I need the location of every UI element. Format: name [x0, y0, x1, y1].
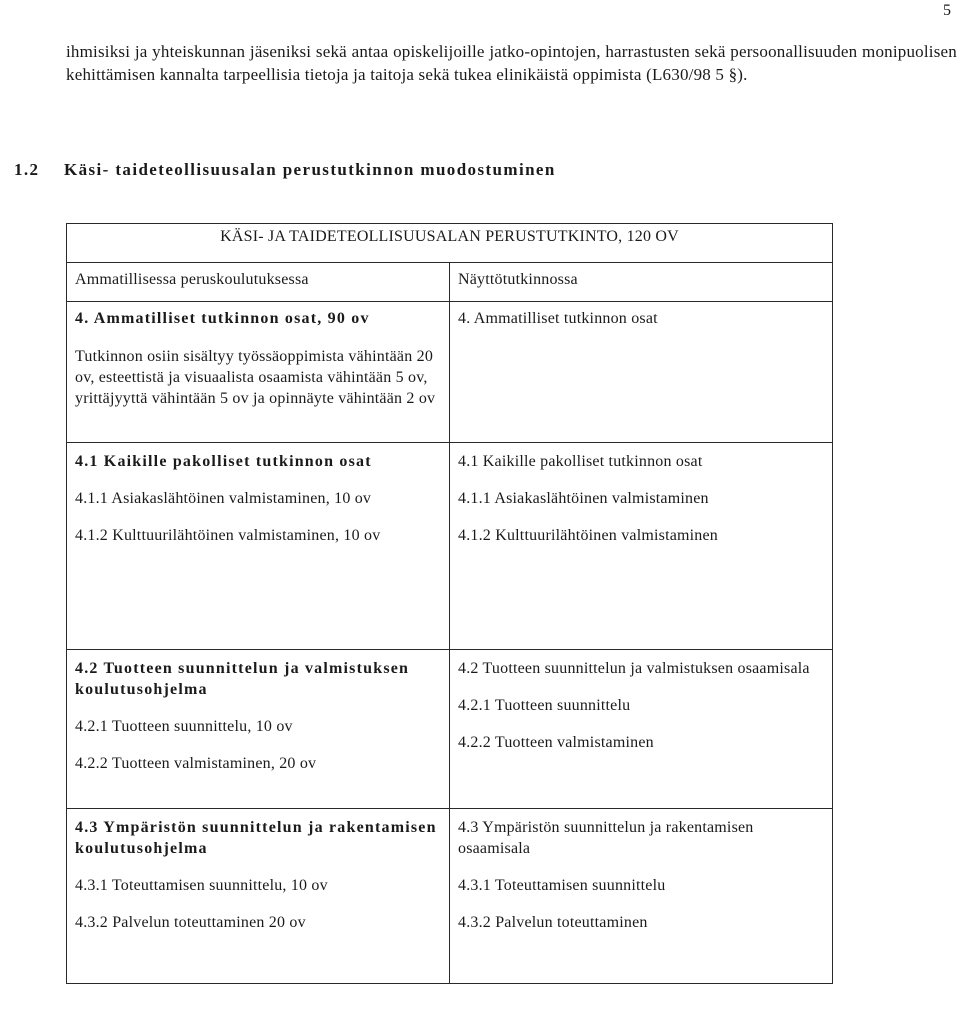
row-text: 4.3.1 Toteuttamisen suunnittelu — [458, 877, 666, 894]
row-title: 4. Ammatilliset tutkinnon osat — [458, 310, 658, 327]
table-caption-row — [67, 224, 833, 263]
row-title: 4.3 Ympäristön suunnittelun ja rakentamisen osaamisala — [458, 819, 754, 857]
table-caption-cell — [67, 224, 833, 263]
right-header: Näyttötutkinnossa — [458, 271, 578, 288]
row-title: 4.1 Kaikille pakolliset tutkinnon osat — [75, 453, 372, 470]
section-number: 1.2 — [14, 160, 40, 179]
table-row — [67, 302, 833, 443]
degree-structure-table — [66, 223, 833, 984]
section-heading — [14, 160, 556, 180]
right-cell — [450, 302, 833, 443]
row-title: 4.1 Kaikille pakolliset tutkinnon osat — [458, 453, 703, 470]
row-title: 4.2 Tuotteen suunnittelun ja valmistuksen osaamisala — [458, 660, 810, 677]
row-text: Tutkinnon osiin sisältyy työssäoppimista vähintään 20 ov, esteettistä ja visuaalista osaamista vähintään 5 ov, yrittäjyyttä vähintään 5 ov ja opinnäyte vähintään 2 ov — [75, 348, 436, 407]
table-header-row — [67, 263, 833, 302]
row-text: 4.1.1 Asiakaslähtöinen valmistaminen — [458, 490, 709, 507]
row-text: 4.3.1 Toteuttamisen suunnittelu, 10 ov — [75, 877, 328, 894]
row-text: 4.2.1 Tuotteen suunnittelu — [458, 697, 631, 714]
right-header-cell — [450, 263, 833, 302]
row-title: 4. Ammatilliset tutkinnon osat, 90 ov — [75, 310, 370, 327]
left-header-cell — [67, 263, 450, 302]
row-text: 4.1.2 Kulttuurilähtöinen valmistaminen — [458, 527, 719, 544]
table-caption: KÄSI- JA TAIDETEOLLISUUSALAN PERUSTUTKINTO, 120 OV — [220, 228, 679, 245]
row-text: 4.1.2 Kulttuurilähtöinen valmistaminen, 10 ov — [75, 527, 381, 544]
row-text: 4.2.2 Tuotteen valmistaminen, 20 ov — [75, 755, 317, 772]
section-title: Käsi- taideteollisuusalan perustutkinnon muodostuminen — [64, 160, 556, 179]
row-title: 4.2 Tuotteen suunnittelun ja valmistuksen koulutusohjelma — [75, 660, 410, 698]
right-cell — [450, 650, 833, 809]
row-text: 4.3.2 Palvelun toteuttaminen — [458, 914, 648, 931]
table-row — [67, 443, 833, 650]
right-cell — [450, 443, 833, 650]
left-cell — [67, 650, 450, 809]
page-number: 5 — [943, 2, 951, 19]
left-cell — [67, 443, 450, 650]
row-text: 4.2.1 Tuotteen suunnittelu, 10 ov — [75, 718, 293, 735]
row-text: 4.1.1 Asiakaslähtöinen valmistaminen, 10 ov — [75, 490, 372, 507]
row-title: 4.3 Ympäristön suunnittelun ja rakentamisen koulutusohjelma — [75, 819, 437, 857]
row-text: 4.3.2 Palvelun toteuttaminen 20 ov — [75, 914, 306, 931]
left-cell — [67, 809, 450, 984]
left-header: Ammatillisessa peruskoulutuksessa — [75, 271, 309, 288]
intro-paragraph: ihmisiksi ja yhteiskunnan jäseniksi sekä antaa opiskelijoille jatko-opintojen, harrastusten sekä persoonallisuuden monipuolisen kehittämisen kannalta tarpeellisia tietoja ja taitoja sekä tukea elinikäistä oppimista (L630/98 5 §). — [66, 42, 957, 84]
right-cell — [450, 809, 833, 984]
left-cell — [67, 302, 450, 443]
table-row — [67, 809, 833, 984]
table-row — [67, 650, 833, 809]
row-text: 4.2.2 Tuotteen valmistaminen — [458, 734, 654, 751]
